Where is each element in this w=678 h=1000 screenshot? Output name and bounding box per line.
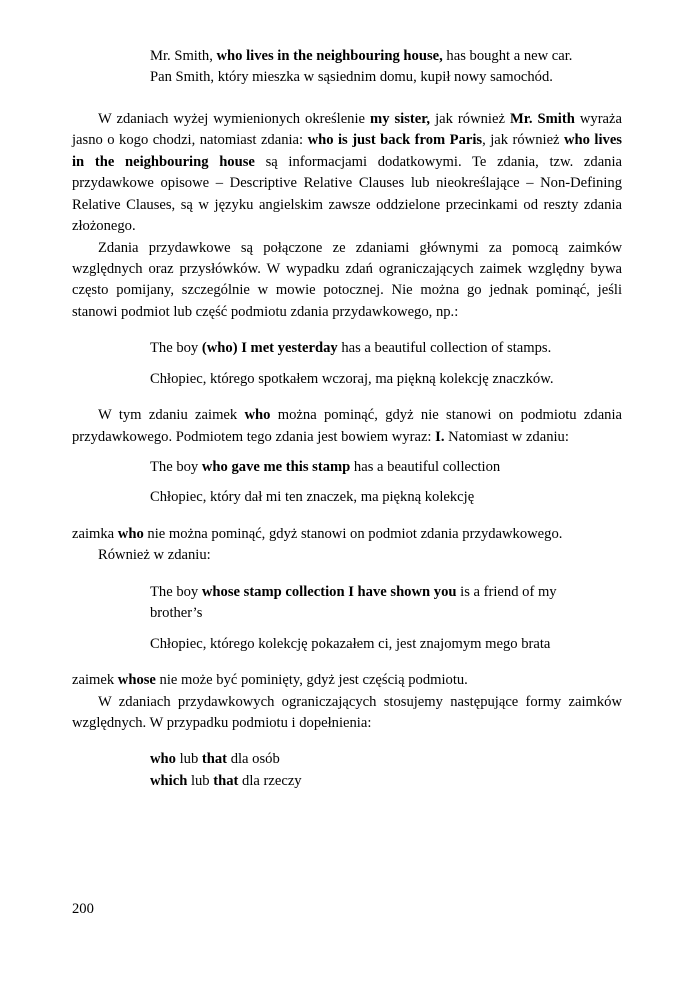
- example-1-polish: Pan Smith, który mieszka w sąsiednim domu, kupił nowy samochód.: [150, 69, 553, 86]
- example-4-polish: Chłopiec, którego kolekcję pokazałem ci, jest znajomym mego brata: [150, 635, 551, 652]
- example-1-english-part2: has bought a new car.: [442, 48, 573, 64]
- page-number: 200: [72, 901, 94, 917]
- p1-t3: wyraża jasno o kogo chodzi, natomiast zdania:: [72, 110, 622, 149]
- example-block-3: [150, 457, 612, 509]
- example-block-2: [150, 338, 612, 390]
- example-1-english-bold: who lives in the neighbouring house,: [216, 48, 443, 64]
- list-2-pronoun: which: [150, 772, 188, 789]
- p1-b4: who lives in the neighbouring house: [72, 132, 622, 170]
- example-2-english-part1: The boy: [150, 340, 202, 357]
- example-4-english-bold: whose stamp collection I have shown you: [201, 583, 457, 600]
- p4-b1: who: [117, 525, 144, 542]
- p2-t1: Zdania przydawkowe są połączone ze zdaniami głównymi za pomocą zaimków względnych oraz przysłówków. W wypadku zdań ograniczających zaimek względny bywa często pomijany, szczególnie w mowie potocznej. Nie można go jednak pominąć, jeśli stanowi podmiot lub część podmiotu zdania przydawkowego, np.:: [72, 239, 622, 320]
- paragraph-3: [72, 405, 622, 448]
- p6-t2: nie może być pominięty, gdyż jest częścią podmiotu.: [155, 672, 468, 689]
- list-1-conj: lub: [175, 751, 202, 768]
- example-2-english-bold: (who) I met yesterday: [201, 340, 338, 357]
- spacer: [150, 625, 612, 634]
- p1-b3: who is just back from Paris: [307, 132, 483, 149]
- p7-t1: W zdaniach przydawkowych ograniczających stosujemy następujące formy zaimków względnych. W przypadku podmiotu i dopełnienia:: [72, 693, 622, 731]
- example-4-english: [150, 582, 612, 625]
- spacer: [72, 509, 622, 524]
- example-3-polish: Chłopiec, który dał mi ten znaczek, ma piękną kolekcję: [150, 489, 475, 506]
- example-4-english-part2: is a friend of my brother’s: [150, 583, 557, 622]
- spacer: [72, 567, 622, 582]
- spacer: [150, 478, 612, 487]
- example-3-english: [150, 457, 612, 478]
- list-2-desc: dla rzeczy: [238, 772, 302, 789]
- example-1-english-part1: Mr. Smith,: [150, 48, 217, 64]
- list-1-pronoun: who: [150, 751, 176, 768]
- p1-b2: Mr. Smith: [509, 110, 575, 127]
- p6-t1: zaimek: [72, 672, 118, 689]
- pronoun-forms-list: [150, 749, 622, 792]
- paragraph-3-text: [72, 405, 622, 448]
- paragraph-1-text: [72, 109, 622, 238]
- example-4-english-part1: The boy: [150, 583, 202, 600]
- spacer: [72, 390, 622, 405]
- list-1-desc: dla osób: [227, 751, 280, 768]
- spacer: [72, 448, 622, 457]
- paragraph-6: [72, 670, 622, 734]
- list-1-alt: that: [201, 751, 228, 768]
- p3-b1: who: [244, 407, 271, 424]
- paragraph-6-text: [72, 670, 622, 691]
- p4-t1: zaimka: [72, 525, 118, 542]
- paragraph-2-text: [72, 238, 622, 324]
- p1-b1: my sister,: [370, 110, 431, 127]
- p3-t1: W tym zdaniu zaimek: [98, 407, 245, 424]
- p1-t2: jak również: [430, 110, 510, 127]
- p3-t3: Natomiast w zdaniu:: [444, 428, 569, 445]
- list-2-alt: that: [213, 772, 239, 789]
- p5-t1: Również w zdaniu:: [98, 547, 211, 564]
- p3-t2: można pominąć, gdyż nie stanowi on podmiotu zdania przydawkowego. Podmiotem tego zdania jest bowiem wyraz:: [72, 407, 623, 445]
- p3-b2: I.: [435, 428, 445, 445]
- example-3-english-part1: The boy: [150, 459, 202, 475]
- spacer: [72, 323, 622, 338]
- list-item: [150, 749, 622, 770]
- paragraph-5-text: [72, 545, 622, 566]
- p1-t1: W zdaniach wyżej wymienionych określenie: [98, 110, 371, 127]
- list-item: [150, 771, 622, 792]
- p6-b1: whose: [117, 672, 156, 689]
- example-1-english: [150, 46, 612, 67]
- paragraph-7-text: [72, 692, 622, 735]
- p1-t4: , jak również: [482, 132, 564, 149]
- spacer: [150, 360, 612, 369]
- paragraph-4: [72, 524, 622, 567]
- example-block-1: [150, 46, 612, 89]
- p4-t2: nie można pominąć, gdyż stanowi on podmiot zdania przydawkowego.: [143, 525, 563, 542]
- paragraph-1: [72, 109, 622, 323]
- example-3-english-part2: has a beautiful collection: [350, 459, 501, 475]
- spacer: [72, 655, 622, 670]
- example-3-english-bold: who gave me this stamp: [201, 459, 351, 475]
- p1-t5: są informacjami dodatkowymi. Te zdania, tzw. zdania przydawkowe opisowe – Descriptive Relative Clauses lub nieokreślające – Non-Defining Relative Clauses, są w języku angielskim zawsze oddzielone przecinkami od reszty zdania złożonego.: [72, 153, 623, 235]
- spacer: [72, 734, 622, 749]
- spacer: [72, 89, 622, 109]
- example-2-english-part2: has a beautiful collection of stamps.: [337, 340, 552, 357]
- example-block-4: [150, 582, 612, 655]
- example-2-english: [150, 338, 612, 359]
- example-2-polish: Chłopiec, którego spotkałem wczoraj, ma piękną kolekcję znaczków.: [150, 370, 554, 387]
- list-2-conj: lub: [187, 772, 214, 789]
- paragraph-4-text: [72, 524, 622, 545]
